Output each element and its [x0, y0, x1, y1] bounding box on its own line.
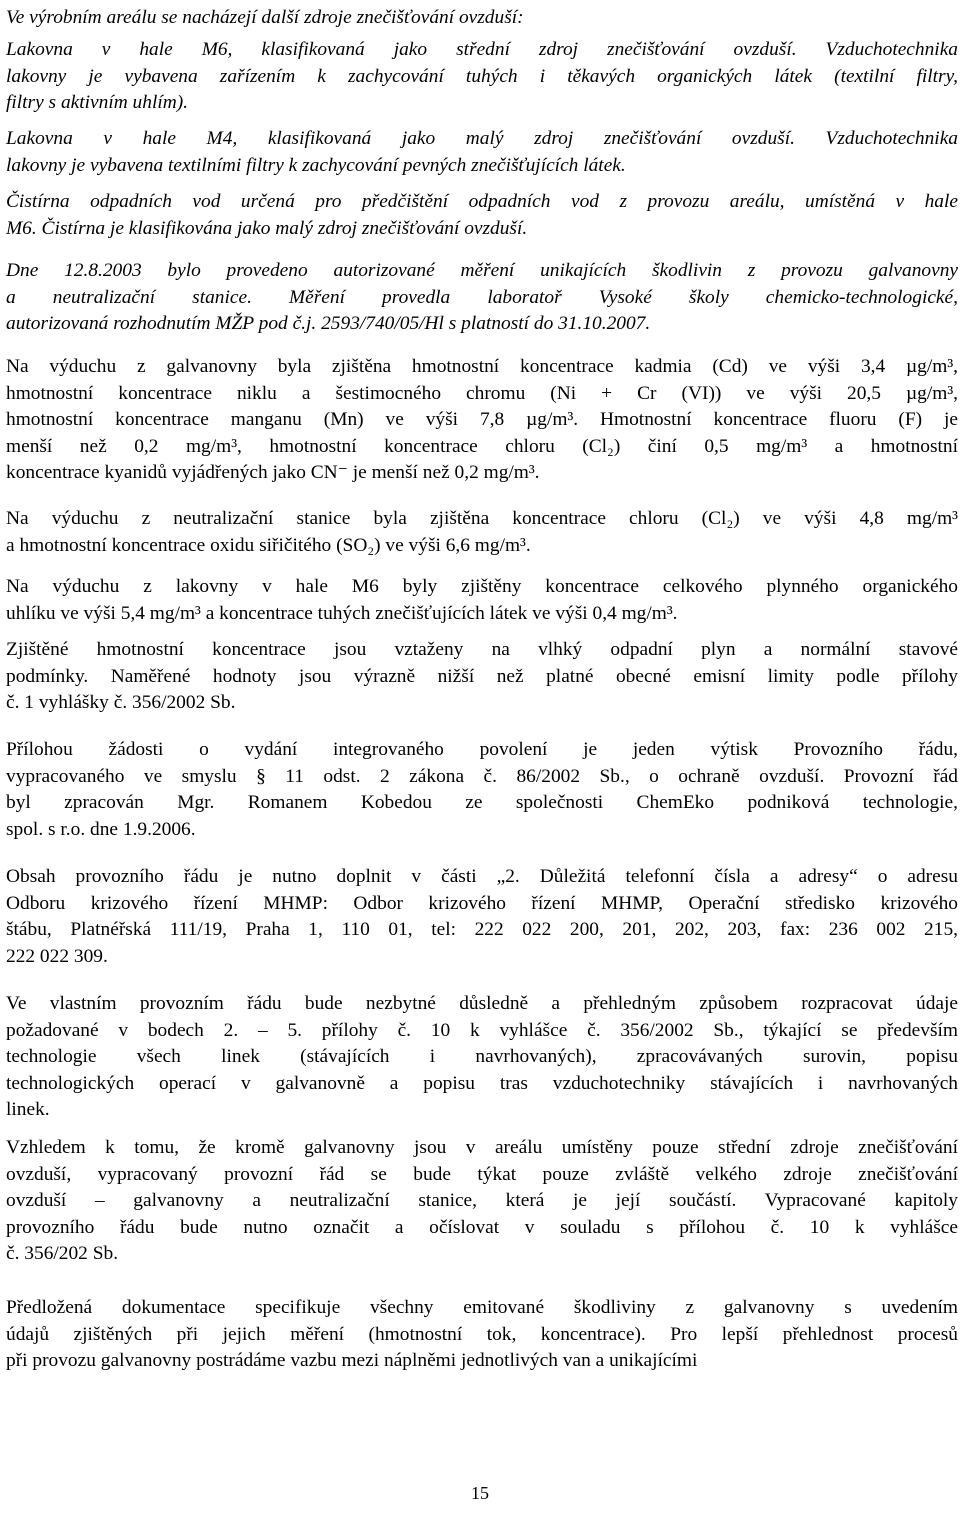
paragraph [6, 991, 958, 1124]
paragraph [6, 637, 958, 717]
text-line: a hmotnostní koncentrace oxidu siřičitého (SO₂) ve výši 6,6 mg/m³. [6, 534, 531, 556]
text-line: technologie všech linek (stávajících i navrhovaných), zpracovávaných surovin, popisu [6, 1046, 958, 1067]
text-line: č. 356/202 Sb. [6, 1243, 119, 1264]
text-line: menší než 0,2 mg/m³, hmotnostní koncentrace chloru (Cl₂) činí 0,5 mg/m³ a hmotnostní [6, 435, 958, 457]
text-line: M6. Čistírna je klasifikována jako malý zdroj znečišťování ovzduší. [6, 217, 528, 239]
text-line: uhlíku ve výši 5,4 mg/m³ a koncentrace tuhých znečišťujících látek ve výši 0,4 mg/m³. [6, 602, 678, 624]
text-line: technologických operací v galvanovně a popisu tras vzduchotechniky stávajících i navrhovaných [6, 1072, 958, 1094]
text-line: byl zpracován Mgr. Romanem Kobedou ze společnosti ChemEko podniková technologie, [6, 792, 958, 813]
text-line: Zjištěné hmotnostní koncentrace jsou vztaženy na vlhký odpadní plyn a normální stavové [6, 639, 958, 660]
text-line: Na výduchu z galvanovny byla zjištěna hmotnostní koncentrace kadmia (Cd) ve výši 3,4 µg/m³, [6, 356, 958, 377]
text-line: koncentrace kyanidů vyjádřených jako CN⁻ je menší než 0,2 mg/m³. [6, 462, 540, 483]
paragraph [6, 1135, 958, 1268]
text-line: požadované v bodech 2. – 5. přílohy č. 10 k vyhlášce č. 356/2002 Sb., týkající se především [6, 1019, 958, 1041]
text-line: hmotnostní koncentrace manganu (Mn) ve výši 7,8 µg/m³. Hmotnostní koncentrace fluoru (F) je [6, 409, 958, 430]
paragraph [6, 506, 958, 559]
text-line: podmínky. Naměřené hodnoty jsou výrazně nižší než platné obecné emisní limity podle přílohy [6, 665, 958, 687]
paragraph [6, 1295, 958, 1375]
text-line: hmotnostní koncentrace niklu a šestimocného chromu (Ni + Cr (VI)) ve výši 20,5 µg/m³, [6, 382, 958, 404]
text-line: lakovny je vybavena zařízením k zachycování tuhých i těkavých organických látek (textilní filtry, [6, 65, 958, 87]
text-line: štábu, Platnéřská 111/19, Praha 1, 110 01, tel: 222 022 200, 201, 202, 203, fax: 236 002 215, [6, 919, 958, 940]
paragraph [6, 737, 958, 843]
text-line: Lakovna v hale M4, klasifikovaná jako malý zdroj znečišťování ovzduší. Vzduchotechnika [6, 128, 958, 149]
text-line: linek. [6, 1099, 50, 1120]
text-line: údajů zjištěných při jejich měření (hmotnostní tok, koncentrace). Pro lepší přehlednost procesů [6, 1323, 958, 1345]
text-line: vypracovaného ve smyslu § 11 odst. 2 zákona č. 86/2002 Sb., o ochraně ovzduší. Provozní řád [6, 765, 958, 787]
text-line: Přílohou žádosti o vydání integrovaného povolení je jeden výtisk Provozního řádu, [6, 739, 958, 760]
paragraph [6, 37, 958, 117]
text-line: Odboru krizového řízení MHMP: Odbor krizového řízení MHMP, Operační středisko krizového [6, 892, 958, 914]
paragraph [6, 864, 958, 970]
text-line: Vzhledem k tomu, že kromě galvanovny jsou v areálu umístěny pouze střední zdroje znečišťování [6, 1137, 958, 1158]
text-line: a neutralizační stanice. Měření provedla laboratoř Vysoké školy chemicko-technologické, [6, 286, 958, 308]
text-line: provozního řádu bude nutno označit a očíslovat v souladu s přílohou č. 10 k vyhlášce [6, 1216, 958, 1238]
paragraph [6, 574, 958, 627]
paragraph [6, 354, 958, 487]
text-line: Předložená dokumentace specifikuje všechny emitované škodliviny z galvanovny s uvedením [6, 1297, 958, 1318]
text-line: Na výduchu z neutralizační stanice byla zjištěna koncentrace chloru (Cl₂) ve výši 4,8 mg/m³ [6, 508, 958, 529]
page-number: 15 [471, 1483, 489, 1503]
paragraph [6, 126, 958, 179]
text-line: ovzduší – galvanovny a neutralizační stanice, která je její součástí. Vypracované kapitoly [6, 1190, 958, 1211]
text-line: Ve výrobním areálu se nacházejí další zdroje znečišťování ovzduší: [6, 7, 524, 28]
text-line: 222 022 309. [6, 945, 108, 967]
text-line: Ve vlastním provozním řádu bude nezbytné důsledně a přehledným způsobem rozpracovat údaje [6, 993, 958, 1014]
text-line: Na výduchu z lakovny v hale M6 byly zjištěny koncentrace celkového plynného organického [6, 576, 958, 597]
text-line: spol. s r.o. dne 1.9.2006. [6, 818, 196, 840]
paragraph [6, 5, 958, 32]
text-line: při provozu galvanovny postrádáme vazbu mezi náplněmi jednotlivých van a unikajícími [6, 1350, 698, 1371]
text-line: lakovny je vybavena textilními filtry k zachycování pevných znečišťujících látek. [6, 154, 626, 176]
text-line: Čistírna odpadních vod určená pro předčištění odpadních vod z provozu areálu, umístěná v hale [6, 191, 958, 212]
paragraph [6, 189, 958, 242]
text-line: ovzduší, vypracovaný provozní řád se bude týkat pouze zvláště velkého zdroje znečišťování [6, 1163, 958, 1185]
text-line: Obsah provozního řádu je nutno doplnit v části „2. Důležitá telefonní čísla a adresy“ o adresu [6, 866, 958, 887]
text-line: Dne 12.8.2003 bylo provedeno autorizované měření unikajících škodlivin z provozu galvanovny [6, 260, 958, 281]
text-line: filtry s aktivním uhlím). [6, 92, 189, 113]
text-line: autorizovaná rozhodnutím MŽP pod č.j. 2593/740/05/Hl s platností do 31.10.2007. [6, 313, 651, 334]
text-line: Lakovna v hale M6, klasifikovaná jako střední zdroj znečišťování ovzduší. Vzduchotechnika [6, 39, 958, 60]
text-line: č. 1 vyhlášky č. 356/2002 Sb. [6, 692, 236, 713]
paragraph [6, 258, 958, 338]
